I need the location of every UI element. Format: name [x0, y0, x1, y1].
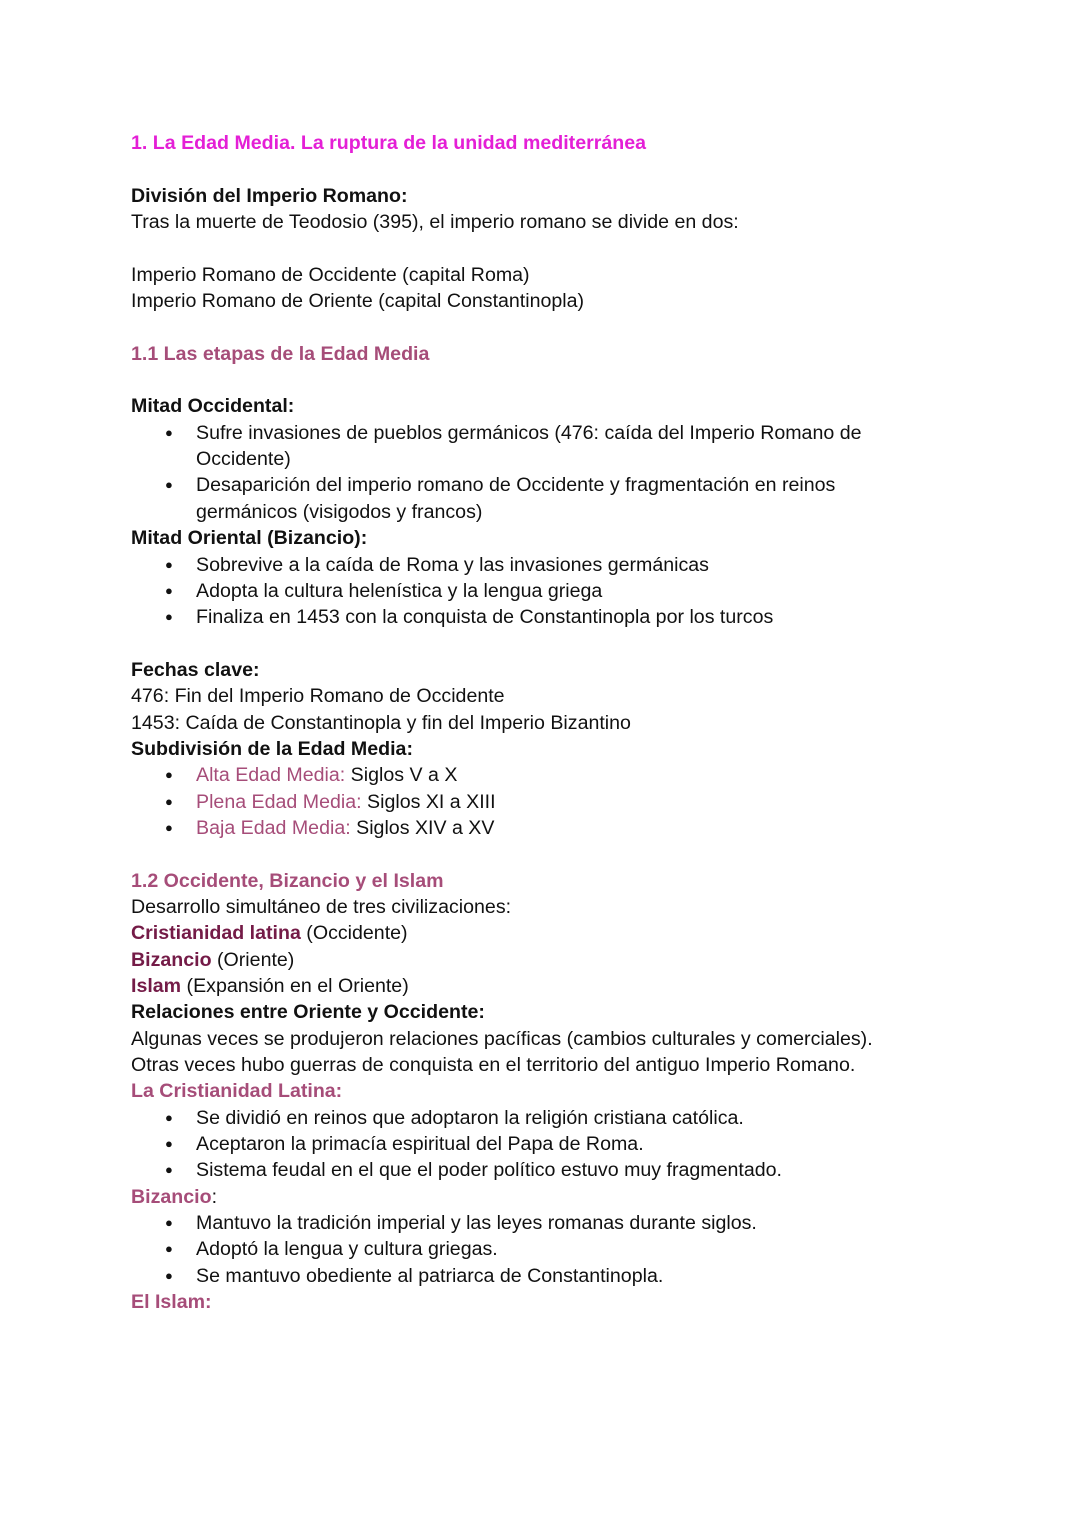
- division-item: Imperio Romano de Oriente (capital Constantinopla): [131, 290, 585, 313]
- civ-name: Bizancio: [131, 948, 212, 971]
- bizancio-heading: Bizancio: [131, 1185, 212, 1208]
- bizancio-heading-line: [131, 1184, 951, 1210]
- period-label: Baja Edad Media:: [196, 816, 351, 839]
- subdivision-heading: Subdivisión de la Edad Media:: [131, 737, 413, 760]
- subdivision-list: [131, 762, 951, 841]
- civ-note: (Oriente): [211, 948, 295, 971]
- civ-item: [131, 973, 951, 999]
- occidental-heading: Mitad Occidental:: [131, 395, 295, 418]
- relaciones-text: Otras veces hubo guerras de conquista en el territorio del antiguo Imperio Romano.: [131, 1054, 856, 1077]
- section-heading-1-2: 1.2 Occidente, Bizancio y el Islam: [131, 869, 444, 892]
- relaciones-text: Algunas veces se produjeron relaciones pacíficas (cambios culturales y comerciales).: [131, 1027, 873, 1050]
- fecha-item: 1453: Caída de Constantinopla y fin del Imperio Bizantino: [131, 711, 631, 734]
- civ-name: Islam: [131, 975, 182, 997]
- list-item: ● Adopta la cultura helenística y la lengua griega: [131, 578, 951, 604]
- division-heading: División del Imperio Romano:: [131, 184, 408, 207]
- civ-item: [131, 920, 951, 946]
- list-item: ● Desaparición del imperio romano de Occidente y fragmentación en reinos germánicos (visigodos y francos): [131, 472, 886, 525]
- period-label: Alta Edad Media:: [196, 764, 346, 787]
- period-value: Siglos XI a XIII: [361, 790, 496, 813]
- list-item: ● Adoptó la lengua y cultura griegas.: [131, 1236, 951, 1262]
- occidental-list: [131, 420, 951, 525]
- latina-heading: La Cristianidad Latina:: [131, 1080, 343, 1103]
- list-item: ● Sistema feudal en el que el poder político estuvo muy fragmentado.: [131, 1157, 951, 1183]
- colon: :: [211, 1185, 218, 1208]
- list-item: ● Aceptaron la primacía espiritual del Papa de Roma.: [131, 1131, 951, 1157]
- list-item: ● Sobrevive a la caída de Roma y las invasiones germánicas: [131, 552, 951, 578]
- list-item: [131, 815, 951, 841]
- civ-note: (Occidente): [300, 922, 408, 945]
- list-item: ● Sufre invasiones de pueblos germánicos (476: caída del Imperio Romano de Occidente): [131, 420, 886, 473]
- period-value: Siglos XIV a XV: [350, 816, 495, 839]
- bizancio-list: [131, 1210, 951, 1289]
- oriental-heading: Mitad Oriental (Bizancio):: [131, 527, 368, 550]
- section-heading-1-1: 1.1 Las etapas de la Edad Media: [131, 342, 430, 365]
- list-item: ● Mantuvo la tradición imperial y las leyes romanas durante siglos.: [131, 1210, 951, 1236]
- list-item: [131, 762, 951, 788]
- civ-note: (Expansión en el Oriente): [181, 975, 409, 997]
- islam-heading: El Islam:: [131, 1291, 212, 1314]
- civs-intro: Desarrollo simultáneo de tres civilizaciones:: [131, 895, 512, 918]
- fechas-heading: Fechas clave:: [131, 658, 260, 681]
- list-item: ● Se dividió en reinos que adoptaron la religión cristiana católica.: [131, 1105, 951, 1131]
- list-item: ● Finaliza en 1453 con la conquista de Constantinopla por los turcos: [131, 604, 951, 630]
- period-value: Siglos V a X: [345, 764, 458, 787]
- relaciones-heading: Relaciones entre Oriente y Occidente:: [131, 1001, 485, 1024]
- page-title: 1. La Edad Media. La ruptura de la unidad mediterránea: [131, 132, 647, 154]
- document-body: [131, 130, 951, 1315]
- period-label: Plena Edad Media:: [196, 790, 362, 813]
- division-item: Imperio Romano de Occidente (capital Roma): [131, 263, 530, 286]
- list-item: ● Se mantuvo obediente al patriarca de Constantinopla.: [131, 1263, 951, 1289]
- civ-name: Cristianidad latina: [131, 922, 301, 945]
- division-text: Tras la muerte de Teodosio (395), el imperio romano se divide en dos:: [131, 211, 739, 234]
- oriental-list: [131, 552, 951, 631]
- latina-list: [131, 1105, 951, 1184]
- civ-item: [131, 947, 951, 973]
- list-item: [131, 789, 951, 815]
- fecha-item: 476: Fin del Imperio Romano de Occidente: [131, 685, 505, 708]
